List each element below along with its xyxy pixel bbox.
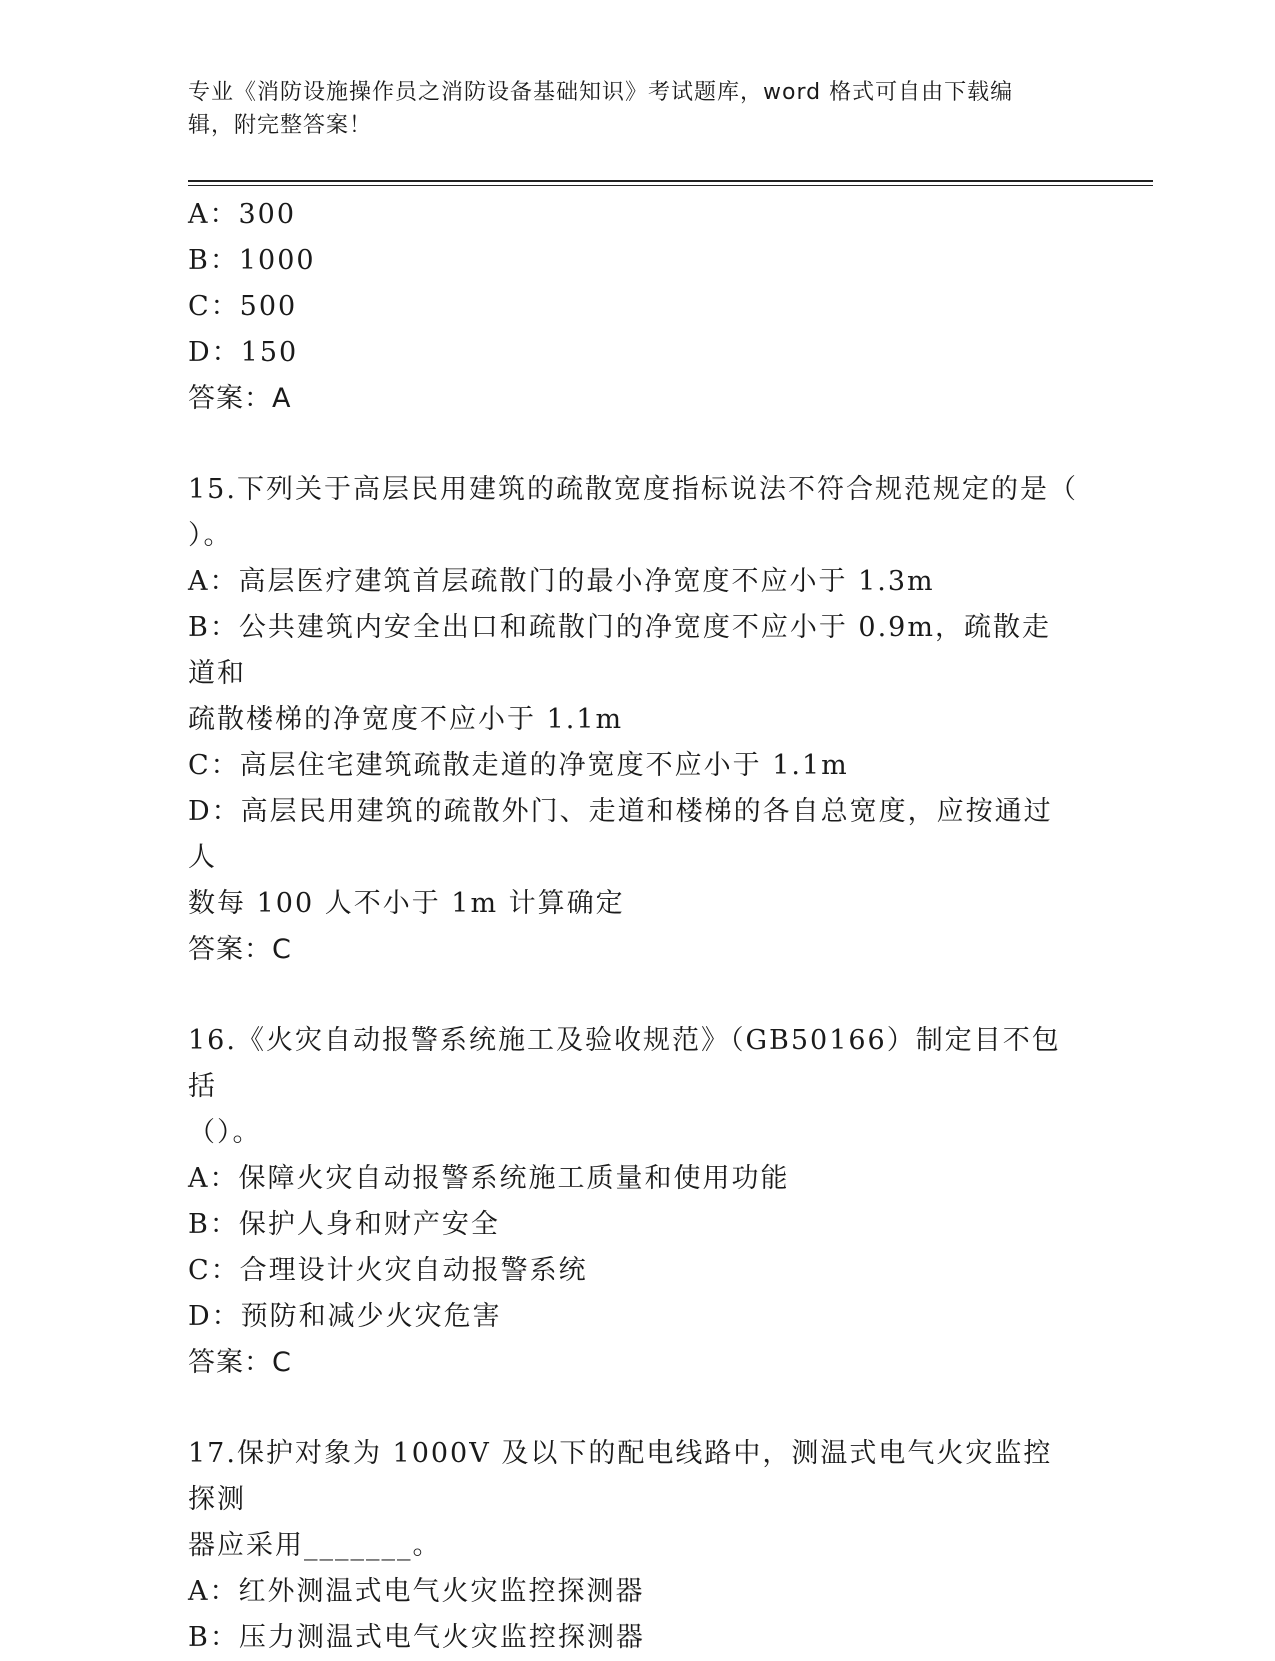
header-line: 专业《消防设施操作员之消防设备基础知识》考试题库，word 格式可自由下载编 <box>188 80 1014 105</box>
option-b: B：公共建筑内安全出口和疏散门的净宽度不应小于 0.9m，疏散走道和 <box>188 612 1051 689</box>
question-stem: 器应采用_______。 <box>188 1530 442 1561</box>
option-d: D：高层民用建筑的疏散外门、走道和楼梯的各自总宽度，应按通过人 <box>188 796 1053 873</box>
answer: 答案：C <box>188 1347 292 1378</box>
document-header <box>188 76 1068 142</box>
header-line: 辑，附完整答案！ <box>188 113 373 138</box>
question-stem: 16.《火灾自动报警系统施工及验收规范》（GB50166）制定目不包括 <box>188 1025 1061 1102</box>
option-d: D：150 <box>188 337 299 368</box>
option-d: D：预防和减少火灾危害 <box>188 1301 502 1332</box>
option-a: A：红外测温式电气火灾监控探测器 <box>188 1576 645 1607</box>
option-c: C：合理设计火灾自动报警系统 <box>188 1255 588 1286</box>
question-15 <box>188 467 1078 973</box>
question-stem: ）。 <box>188 520 233 551</box>
answer: 答案：A <box>188 383 292 414</box>
option-c: C：高层住宅建筑疏散走道的净宽度不应小于 1.1m <box>188 750 849 781</box>
question-17 <box>188 1431 1078 1661</box>
spacer <box>188 1386 1078 1431</box>
option-b: B：压力测温式电气火灾监控探测器 <box>188 1622 645 1653</box>
option-a: A：高层医疗建筑首层疏散门的最小净宽度不应小于 1.3m <box>188 566 935 597</box>
question-stem: （）。 <box>188 1117 262 1148</box>
header-divider-thin <box>188 185 1153 186</box>
option-c: C：500 <box>188 291 298 322</box>
header-divider <box>188 180 1153 182</box>
spacer <box>188 973 1078 1018</box>
option-b-continued: 疏散楼梯的净宽度不应小于 1.1m <box>188 704 624 735</box>
option-b: B：1000 <box>188 245 316 276</box>
question-16 <box>188 1018 1078 1386</box>
option-d-continued: 数每 100 人不小于 1m 计算确定 <box>188 888 625 919</box>
option-b: B：保护人身和财产安全 <box>188 1209 500 1240</box>
option-a: A：保障火灾自动报警系统施工质量和使用功能 <box>188 1163 790 1194</box>
question-list <box>188 192 1078 1661</box>
spacer <box>188 422 1078 467</box>
question-stem: 15.下列关于高层民用建筑的疏散宽度指标说法不符合规范规定的是（ <box>188 474 1078 505</box>
question-14 <box>188 192 1078 422</box>
option-a: A：300 <box>188 199 297 230</box>
question-stem: 17.保护对象为 1000V 及以下的配电线路中，测温式电气火灾监控探测 <box>188 1438 1053 1515</box>
answer: 答案：C <box>188 934 292 965</box>
